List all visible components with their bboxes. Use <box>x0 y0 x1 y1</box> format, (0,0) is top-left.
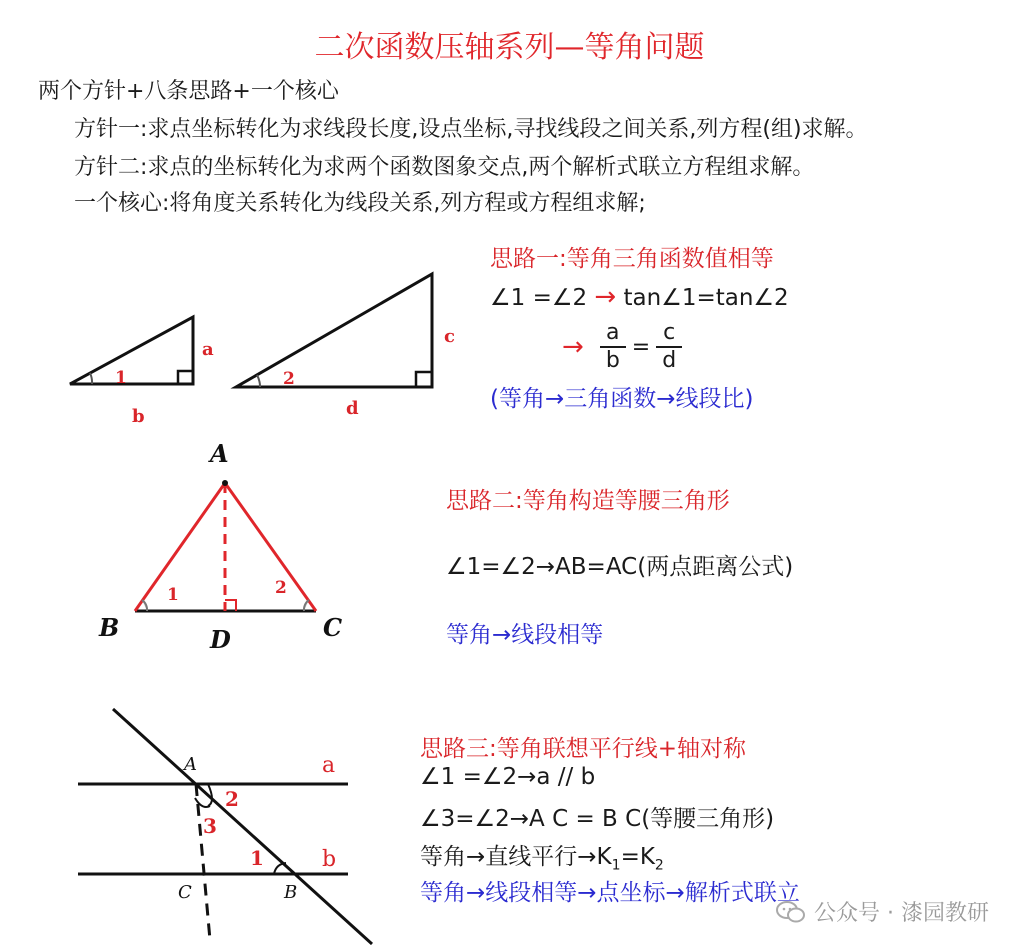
base-label-b: b <box>132 406 145 427</box>
watermark <box>776 896 989 927</box>
intro-core: 一个核心:将角度关系转化为线段关系,列方程或方程组求解; <box>74 191 646 216</box>
segment-AC <box>225 483 316 611</box>
idea1-equation <box>490 282 789 312</box>
angle-label-2: 2 <box>225 787 239 811</box>
idea3-parallel-figure <box>60 700 400 945</box>
subscript-1: 1 <box>611 857 621 874</box>
line-a-label: a <box>322 753 336 778</box>
point-C-label: C <box>178 882 192 903</box>
point-C-label: C <box>323 613 343 642</box>
segment-AB <box>135 483 225 611</box>
angle-label-1: 1 <box>115 368 127 388</box>
idea1-summary: (等角→三角函数→线段比) <box>490 386 754 412</box>
right-arrow-icon: → <box>562 332 584 362</box>
idea2-isosceles-figure <box>95 440 365 660</box>
side-label-a: a <box>202 339 214 360</box>
idea1-fraction-row <box>562 320 688 374</box>
angle-label-1: 1 <box>250 846 264 870</box>
idea3-title: 思路三:等角联想平行线+轴对称 <box>420 736 747 762</box>
fraction-a-over-b <box>600 320 626 374</box>
idea2-equation: ∠1=∠2→AB=AC(两点距离公式) <box>446 554 794 580</box>
triangle-large <box>236 274 455 419</box>
base-label-d: d <box>346 398 359 419</box>
intro-policy-1: 方针一:求点坐标转化为求线段长度,设点坐标,寻找线段之间关系,列方程(组)求解。 <box>74 117 868 142</box>
idea1-triangles-figure <box>60 260 480 430</box>
point-B-label: B <box>99 613 120 642</box>
idea2-summary: 等角→线段相等 <box>446 622 604 648</box>
page-title: 二次函数压轴系列—等角问题 <box>314 30 705 65</box>
wechat-icon <box>776 900 806 924</box>
idea3-line4: 等角→线段相等→点坐标→解析式联立 <box>420 880 800 906</box>
frac-denominator: b <box>605 348 620 373</box>
frac-denominator: d <box>662 348 677 373</box>
line-b-label: b <box>322 847 337 872</box>
idea3-line1: ∠1 =∠2→a // b <box>420 764 596 790</box>
angle-label-2: 2 <box>283 369 295 389</box>
angle-label-1: 1 <box>167 585 179 605</box>
right-arrow-icon: → <box>594 282 617 312</box>
fraction-c-over-d <box>656 320 682 374</box>
point-D-label: D <box>210 625 231 654</box>
transversal-AB <box>113 709 372 944</box>
frac-numerator: a <box>606 320 620 345</box>
angle-label-2: 2 <box>275 578 287 598</box>
point-A-label: A <box>210 440 229 468</box>
intro-policy-2: 方针二:求点的坐标转化为求两个函数图象交点,两个解析式联立方程组求解。 <box>74 155 815 180</box>
idea1-title: 思路一:等角三角函数值相等 <box>490 246 774 272</box>
point-B-label: B <box>284 882 298 903</box>
intro-headline: 两个方针+八条思路+一个核心 <box>38 79 339 104</box>
equals-sign: = <box>631 334 651 360</box>
triangle-small <box>70 317 214 427</box>
idea3-line3-prefix: 等角→直线平行→K <box>420 844 612 870</box>
idea2-title: 思路二:等角构造等腰三角形 <box>446 488 730 514</box>
idea3-line3 <box>420 838 664 874</box>
frac-numerator: c <box>663 320 676 345</box>
angle-label-3: 3 <box>203 814 217 838</box>
idea3-line3-mid: =K <box>620 844 655 870</box>
idea1-eq-right: tan∠1=tan∠2 <box>623 285 789 311</box>
watermark-text: 公众号 · 漆园教研 <box>814 901 989 926</box>
side-label-c: c <box>444 326 455 347</box>
subscript-2: 2 <box>654 857 664 874</box>
idea1-eq-left: ∠1 =∠2 <box>490 285 588 311</box>
point-A-label: A <box>184 754 197 775</box>
idea3-line2: ∠3=∠2→A C = B C(等腰三角形) <box>420 806 775 832</box>
